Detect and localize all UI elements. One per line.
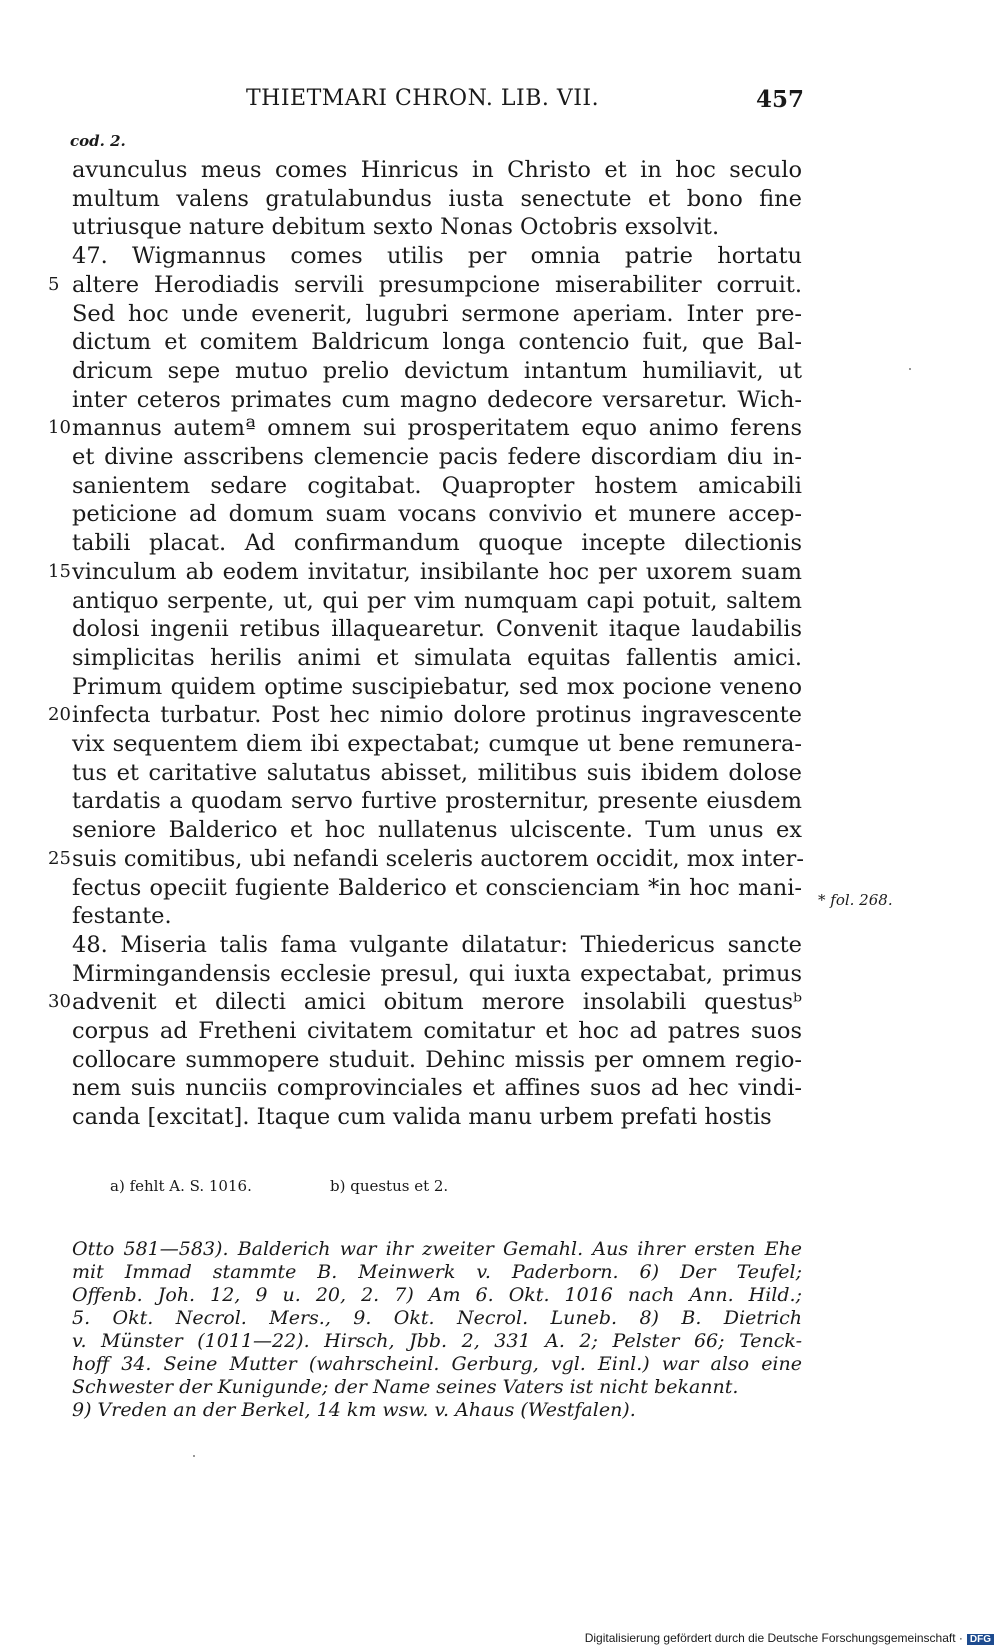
footnote-line: hoff 34. Seine Mutter (wahrscheinl. Gerburg, vgl. Einl.) war also eine bbox=[72, 1353, 802, 1375]
text-line: dictum et comitem Baldricum longa contencio fuit, que Bal- bbox=[72, 329, 802, 356]
dfg-logo: DFG bbox=[967, 1634, 994, 1645]
text-line: Primum quidem optime suscipiebatur, sed mox pocione veneno bbox=[72, 673, 802, 700]
line-number: 5 bbox=[48, 273, 60, 295]
footer-text: Digitalisierung gefördert durch die Deutsche Forschungsgemeinschaft · bbox=[584, 1631, 963, 1645]
codex-note: cod. 2. bbox=[70, 132, 126, 150]
text-line: altere Herodiadis servili presumpcione miserabiliter corruit. bbox=[72, 271, 802, 298]
text-line: et divine asscribens clemencie pacis federe discordiam diu in- bbox=[72, 444, 802, 470]
line-number: 20 bbox=[48, 704, 71, 726]
text-line: multum valens gratulabundus iusta senectute et bono fine bbox=[72, 185, 802, 212]
text-line: utriusque nature debitum sexto Nonas Octobris exsolvit. bbox=[72, 214, 720, 241]
text-line: avunculus meus comes Hinricus in Christo et in hoc seculo bbox=[72, 157, 802, 183]
speck bbox=[909, 368, 911, 370]
text-line: advenit et dilecti amici obitum merore insolabili questusᵇ bbox=[72, 989, 802, 1016]
text-line: Sed hoc unde evenerit, lugubri sermone aperiam. Inter pre- bbox=[72, 300, 802, 327]
page-number: 457 bbox=[756, 86, 805, 113]
text-line: 47. Wigmannus comes utilis per omnia patrie hortatu bbox=[72, 243, 802, 270]
footnote-line: Schwester der Kunigunde; der Name seines Vaters ist nicht bekannt. bbox=[72, 1376, 739, 1398]
footnote-line: Offenb. Joh. 12, 9 u. 20, 2. 7) Am 6. Okt. 1016 nach Ann. Hild.; bbox=[72, 1284, 802, 1306]
text-line: corpus ad Fretheni civitatem comitatur et hoc ad patres suos bbox=[72, 1018, 802, 1044]
text-line: infecta turbatur. Post hec nimio dolore protinus ingravescente bbox=[72, 702, 802, 729]
line-number: 30 bbox=[48, 991, 71, 1013]
footnote-line: v. Münster (1011—22). Hirsch, Jbb. 2, 331 A. 2; Pelster 66; Tenck- bbox=[72, 1330, 802, 1352]
footnote-line: Otto 581—583). Balderich war ihr zweiter Gemahl. Aus ihrer ersten Ehe bbox=[72, 1238, 802, 1260]
text-line: simplicitas herilis animi et simulata equitas fallentis amici. bbox=[72, 644, 802, 671]
text-line: sanientem sedare cogitabat. Quapropter hostem amicabili bbox=[72, 472, 802, 499]
text-line: inter ceteros primates cum magno dedecore versaretur. Wich- bbox=[72, 386, 802, 413]
speck bbox=[193, 1455, 195, 1457]
line-number: 25 bbox=[48, 847, 71, 869]
funding-footer bbox=[585, 1631, 994, 1645]
footnote-line: 9) Vreden an der Berkel, 14 km wsw. v. Ahaus (Westfalen). bbox=[72, 1399, 636, 1421]
text-line: vix sequentem diem ibi expectabat; cumque ut bene remunera- bbox=[72, 731, 802, 757]
text-line: antiquo serpente, ut, qui per vim numquam capi potuit, saltem bbox=[72, 587, 802, 614]
text-line: festante. bbox=[72, 903, 172, 930]
text-line: Mirmingandensis ecclesie presul, qui iuxta expectabat, primus bbox=[72, 960, 802, 987]
text-line: canda [excitat]. Itaque cum valida manu urbem prefati hostis bbox=[72, 1104, 772, 1131]
line-number: 15 bbox=[48, 560, 71, 582]
text-line: peticione ad domum suam vocans convivio et munere accep- bbox=[72, 501, 802, 528]
text-line: nem suis nunciis comprovinciales et affines suos ad hec vindi- bbox=[72, 1075, 802, 1102]
footnote-line: mit Immad stammte B. Meinwerk v. Paderborn. 6) Der Teufel; bbox=[72, 1261, 802, 1283]
text-line: mannus autemª omnem sui prosperitatem equo animo ferens bbox=[72, 415, 802, 442]
margin-note: * fol. 268. bbox=[818, 891, 893, 909]
text-line: dricum sepe mutuo prelio devictum intantum humiliavit, ut bbox=[72, 357, 802, 384]
text-line: seniore Balderico et hoc nullatenus ulciscente. Tum unus ex bbox=[72, 817, 802, 844]
text-line: fectus opeciit fugiente Balderico et conscienciam *in hoc mani- bbox=[72, 874, 802, 901]
text-line: tardatis a quodam servo furtive prosternitur, presente eiusdem bbox=[72, 788, 802, 815]
text-line: dolosi ingenii retibus illaquearetur. Convenit itaque laudabilis bbox=[72, 616, 802, 643]
line-number: 10 bbox=[48, 417, 71, 439]
text-line: collocare summopere studuit. Dehinc missis per omnem regio- bbox=[72, 1046, 802, 1073]
footnote-line: 5. Okt. Necrol. Mers., 9. Okt. Necrol. Luneb. 8) B. Dietrich bbox=[72, 1307, 802, 1329]
apparatus-b: b) questus et 2. bbox=[330, 1177, 449, 1195]
text-line: 48. Miseria talis fama vulgante dilatatur: Thiedericus sancte bbox=[72, 931, 802, 958]
text-line: tabili placat. Ad confirmandum quoque incepte dilectionis bbox=[72, 530, 802, 557]
apparatus-a: a) fehlt A. S. 1016. bbox=[110, 1177, 252, 1195]
text-line: suis comitibus, ubi nefandi sceleris auctorem occidit, mox inter- bbox=[72, 845, 804, 872]
running-head: THIETMARI CHRON. LIB. VII. bbox=[246, 86, 600, 111]
text-line: vinculum ab eodem invitatur, insibilante hoc per uxorem suam bbox=[72, 558, 802, 585]
text-line: tus et caritative salutatus abisset, militibus suis ibidem dolose bbox=[72, 759, 802, 786]
